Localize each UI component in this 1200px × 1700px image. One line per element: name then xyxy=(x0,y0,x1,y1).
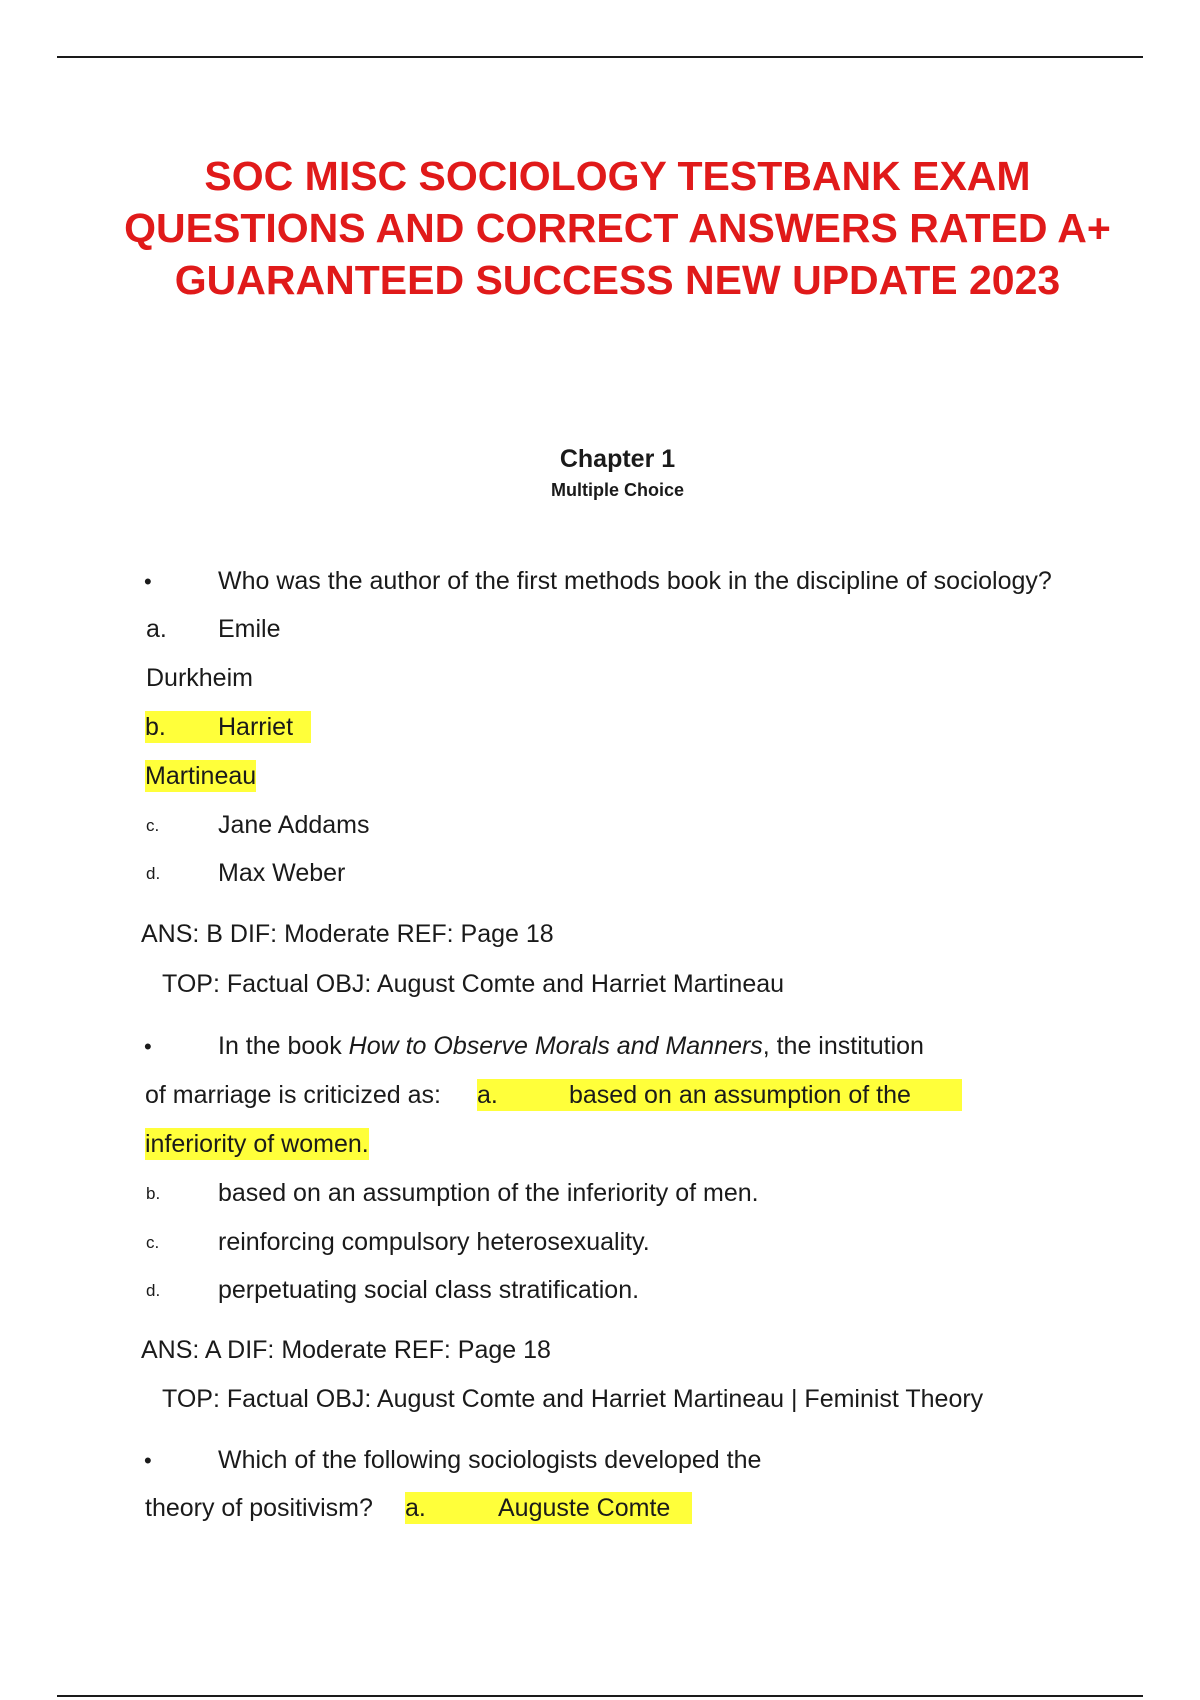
top-rule xyxy=(57,56,1143,58)
q2-topic-line: TOP: Factual OBJ: August Comte and Harriet Martineau | Feminist Theory xyxy=(162,1385,984,1413)
q1-option-b-highlight xyxy=(145,711,311,743)
q2-option-c-marker: c. xyxy=(146,1233,160,1252)
question-3-stem: Which of the following sociologists developed the xyxy=(218,1446,762,1474)
q3-option-a-highlight xyxy=(405,1492,692,1524)
q3-option-a-marker: a. xyxy=(405,1494,426,1522)
q2-option-a-text-cont: inferiority of women. xyxy=(145,1130,369,1158)
q2-option-d-marker: d. xyxy=(146,1281,161,1300)
q1-option-c-marker: c. xyxy=(146,816,160,835)
q1-option-b-marker: b. xyxy=(145,713,166,741)
q1-topic-line: TOP: Factual OBJ: August Comte and Harriet Martineau xyxy=(162,970,785,998)
q1-option-a-text: Emile xyxy=(218,615,281,643)
q1-option-b-text: Harriet xyxy=(218,713,294,741)
q1-option-b-text-cont: Martineau xyxy=(145,762,257,790)
q1-option-d-text: Max Weber xyxy=(218,859,346,887)
q2-option-b-text: based on an assumption of the inferiority of men. xyxy=(218,1179,759,1207)
q2-answer-line: ANS: A DIF: Moderate REF: Page 18 xyxy=(141,1336,551,1364)
document-title: SOC MISC SOCIOLOGY TESTBANK EXAM QUESTIONS AND CORRECT ANSWERS RATED A+ GUARANTEED SUCCESS NEW UPDATE 2023 xyxy=(124,153,1111,303)
bottom-rule xyxy=(57,1695,1143,1697)
q1-option-d-marker: d. xyxy=(146,864,161,883)
q2-option-a-marker: a. xyxy=(477,1081,498,1109)
question-3-stem-cont: theory of positivism? xyxy=(145,1494,373,1522)
question-2-stem-cont: of marriage is criticized as: xyxy=(145,1081,441,1109)
question-2-bullet: • xyxy=(144,1034,152,1059)
question-1-bullet: • xyxy=(144,569,152,594)
chapter-heading: Chapter 1 xyxy=(559,445,676,473)
q2-option-c-text: reinforcing compulsory heterosexuality. xyxy=(218,1228,650,1256)
q2-option-d-text: perpetuating social class stratification. xyxy=(218,1276,640,1304)
chapter-subheading: Multiple Choice xyxy=(550,480,684,500)
question-1-stem: Who was the author of the first methods book in the discipline of sociology? xyxy=(218,567,1052,595)
q1-option-a-marker: a. xyxy=(146,615,167,643)
book-title: How to Observe Morals and Manners xyxy=(348,1032,763,1060)
q2-option-a-highlight xyxy=(477,1079,962,1111)
question-3-bullet: • xyxy=(144,1448,152,1473)
q1-option-a-text-cont: Durkheim xyxy=(146,664,253,692)
q3-option-a-text: Auguste Comte xyxy=(498,1494,671,1522)
q1-answer-line: ANS: B DIF: Moderate REF: Page 18 xyxy=(141,920,554,948)
q2-option-b-marker: b. xyxy=(146,1184,161,1203)
q2-option-a-text: based on an assumption of the xyxy=(569,1081,911,1109)
q1-option-c-text: Jane Addams xyxy=(218,811,370,839)
question-2-stem: In the book How to Observe Morals and Manners, the institution xyxy=(218,1032,924,1060)
